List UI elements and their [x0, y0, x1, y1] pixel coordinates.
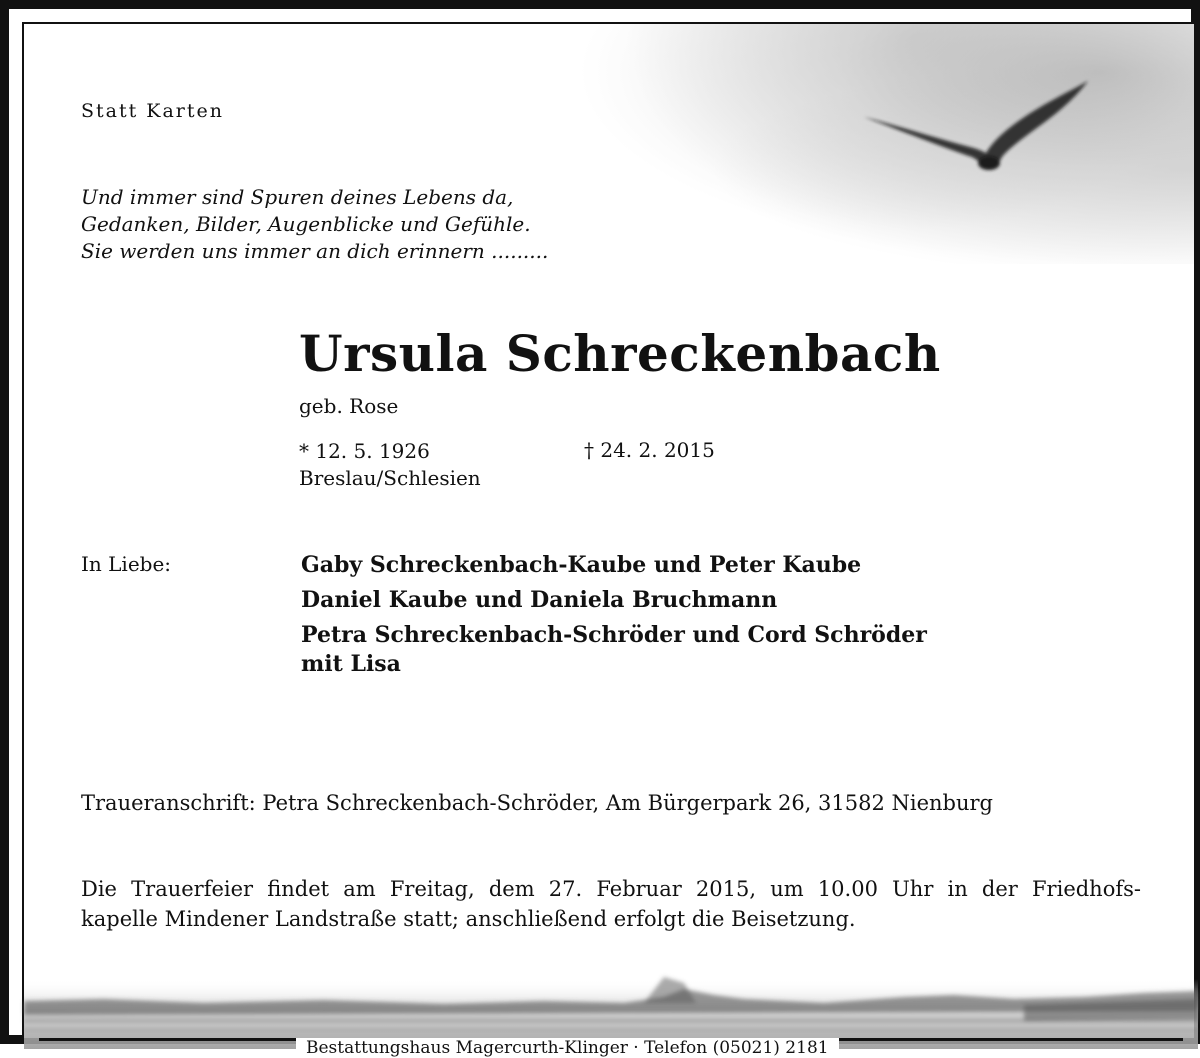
birth-place: Breslau/Schlesien	[299, 466, 481, 490]
mourner-line: Daniel Kaube und Daniela Bruchmann	[301, 587, 778, 613]
mourner-line: Gaby Schreckenbach-Kaube und Peter Kaube	[301, 552, 862, 578]
notice-inner-frame	[22, 22, 1196, 1058]
mourners-list	[301, 548, 927, 679]
funeral-service-info	[81, 874, 1141, 934]
mourner-line: mit Lisa	[301, 651, 401, 677]
deceased-name: Ursula Schreckenbach	[299, 324, 941, 383]
statt-karten-label: Statt Karten	[81, 100, 225, 122]
bird-icon	[862, 79, 1102, 189]
poem-line: Und immer sind Spuren deines Lebens da,	[81, 185, 514, 209]
birth-date: * 12. 5. 1926	[299, 439, 430, 463]
birth-info	[299, 438, 481, 492]
mourner-line: Petra Schreckenbach-Schröder und Cord Schröder	[301, 622, 927, 648]
in-liebe-label: In Liebe:	[81, 552, 172, 576]
lake-horizon-image	[24, 959, 1198, 1049]
memorial-poem	[81, 184, 548, 265]
maiden-name: geb. Rose	[299, 394, 399, 418]
death-date: † 24. 2. 2015	[584, 438, 715, 462]
mourning-address: Traueranschrift: Petra Schreckenbach-Schröder, Am Bürgerpark 26, 31582 Nienburg	[81, 791, 994, 815]
poem-line: Gedanken, Bilder, Augenblicke und Gefühle.	[81, 212, 531, 236]
service-line: kapelle Mindener Landstraße statt; anschließend erfolgt die Beisetzung.	[81, 907, 856, 931]
service-line: Die Trauerfeier findet am Freitag, dem 27. Februar 2015, um 10.00 Uhr in der Friedhofs-	[81, 877, 1141, 901]
poem-line: Sie werden uns immer an dich erinnern .........	[81, 239, 549, 263]
funeral-home-footer: Bestattungshaus Magercurth-Klinger · Telefon (05021) 2181	[296, 1038, 839, 1058]
